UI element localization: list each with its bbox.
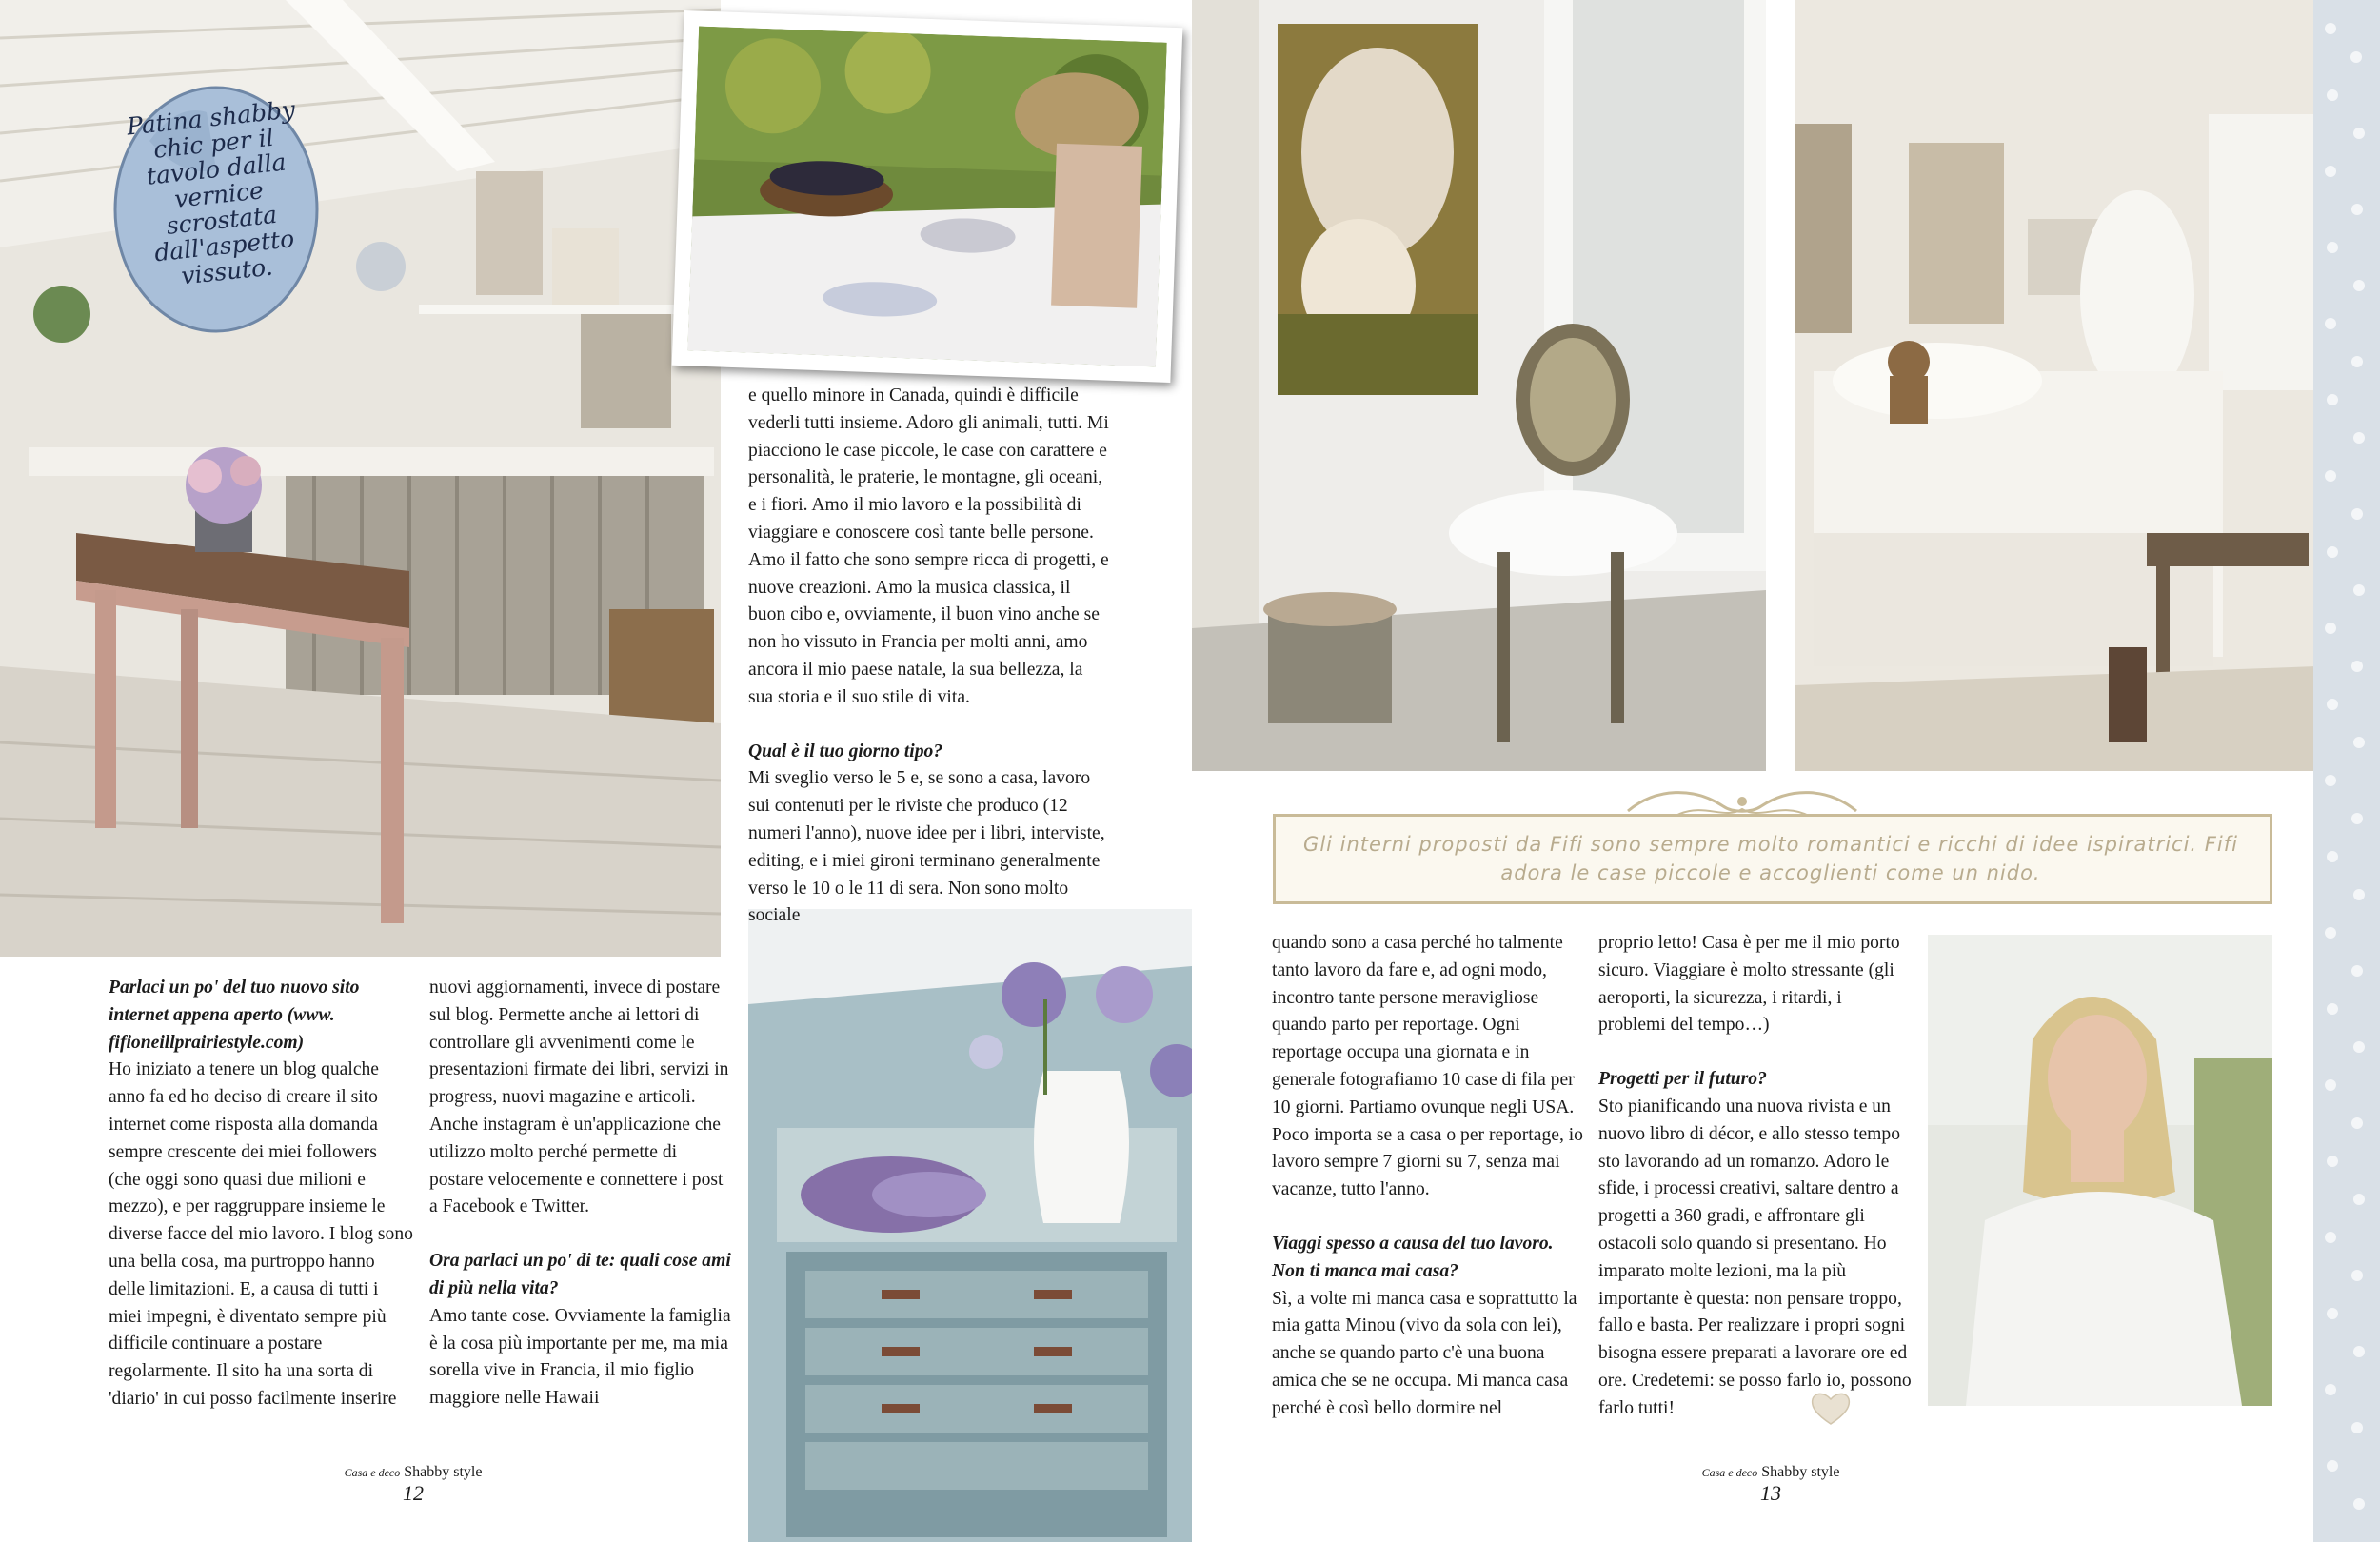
answer-travel-cont: proprio letto! Casa è per me il mio porto sicuro. Viaggiare è molto stressante (gli aeroporti, la sicurezza, i ritardi, i problemi del tempo…)	[1598, 933, 1900, 1036]
right-page-footer	[1685, 1464, 1856, 1506]
callout-text: Gli interni proposti da Fifi sono sempre molto romantici e ricchi di idee ispiratrici. Fifi adora le case piccole e accoglienti come un nido.	[1303, 833, 2238, 884]
chair-room-photo	[1192, 0, 1766, 771]
left-column-3	[748, 383, 1110, 930]
portrait-photo	[1928, 935, 2272, 1406]
left-column-2	[429, 975, 734, 1413]
left-column-1	[109, 975, 413, 1414]
answer-loves: Amo tante cose. Ovviamente la famiglia è la cosa più importante per me, ma mia sorella vive in Francia, il mio figlio maggiore nelle Hawaii	[429, 1305, 731, 1409]
answer-typical-day-cont: quando sono a casa perché ho talmente tanto lavoro da fare e, ad ogni modo, incontro tante persone meravigliose quando parto per reportage. Ogni reportage occupa una giornata e in generale fotografiamo 10 case di fila per 10 giorni. Partiamo ovunque negli USA. Poco importa se a casa o per reportage, io lavoro sempre 7 giorni su 7, senza mai vacanze, tutto l'anno.	[1272, 933, 1583, 1200]
question-future: Progetti per il futuro?	[1598, 1069, 1767, 1090]
right-column-2	[1598, 930, 1913, 1423]
polaroid-frame	[672, 10, 1183, 383]
answer-typical-day: Mi sveglio verso le 5 e, se sono a casa, lavoro sui contenuti per le riviste che produco (12 numeri l'anno), nuove idee per i libri, interviste, editing, e i miei gironi terminano generalmente verso le 10 o le 11 di sera. Non sono molto sociale	[748, 768, 1105, 926]
answer-travel: Sì, a volte mi manca casa e soprattutto la mia gatta Minou (vivo da sola con lei), anche se quando parto c'è una buona amica che se ne occupa. Mi manca casa perché è così bello dormire nel	[1272, 1288, 1577, 1418]
question-loves: Ora parlaci un po' di te: quali cose ami di più nella vita?	[429, 1251, 731, 1298]
footer-magazine-small: Casa e deco	[344, 1466, 401, 1479]
bedroom-photo	[1795, 0, 2316, 771]
footer-magazine-small: Casa e deco	[1701, 1466, 1758, 1479]
answer-future: Sto pianificando una nuova rivista e un nuovo libro di décor, e allo stesso tempo sto lavorando ad un romanzo. Adoro le sfide, i processi creativi, saltare dentro a progetti a 360 gradi, e affrontare gli ostacoli solo quando si presentano. Ho imparato molte lezioni, ma la più importante è questa: non pensare troppo, fallo e basta. Per realizzare i propri sogni bisogna essere preparati a lavorare ore ed ore. Credetemi: se posso farlo io, possono farlo tutti!	[1598, 1096, 1912, 1418]
answer-website: Ho iniziato a tenere un blog qualche anno fa ed ho deciso di creare il sito internet come risposta alla domanda sempre crescente dei miei followers (che oggi sono quasi due milioni e mezzo), e per raggruppare insieme le diverse facce del mio lavoro. I blog sono una bella cosa, ma purtroppo hanno delle limitazioni. E, a causa di tutti i miei impegni, è diventato sempre più difficile continuare a postare regolarmente. Il sito ha una sorta di 'diario' in cui posso facilmente inserire	[109, 1059, 413, 1409]
drawers-photo	[748, 909, 1192, 1542]
page-number: 12	[403, 1481, 424, 1505]
picnic-photo	[687, 27, 1167, 367]
footer-magazine-name: Shabby style	[1761, 1464, 1840, 1480]
answer-website-cont: nuovi aggiornamenti, invece di postare sul blog. Permette anche ai lettori di controllare gli avvenimenti come le presentazioni firmate dei libri, servizi in progress, nuovi magazine e articoli. Anche instagram è un'applicazione che utilizzo molto perché permette di postare velocemente e connettere i post a Facebook e Twitter.	[429, 978, 729, 1217]
bubble-caption-text: Patina shabby chic per il tavolo dalla vernice scrostata dall'aspetto vissuto.	[125, 95, 297, 290]
left-page-footer	[327, 1464, 499, 1506]
question-typical-day: Qual è il tuo giorno tipo?	[748, 741, 943, 761]
answer-loves-cont: e quello minore in Canada, quindi è difficile vederli tutti insieme. Adoro gli animali, tutti. Mi piacciono le case piccole, le case con carattere e personalità, le praterie, le montagne, gli oceani, e i fiori. Amo il mio lavoro e la possibilità di viaggiare e conoscere così tante belle persone. Amo il fatto che sono sempre ricca di progetti, e nuove creazioni. Amo la musica classica, il buon cibo e, ovviamente, il buon vino anche se non ho vissuto in Francia per molti anni, amo ancora il mio paese natale, la sua bellezza, la sua storia e il suo stile di vita.	[748, 386, 1109, 707]
page-number: 13	[1760, 1481, 1781, 1505]
question-travel: Viaggi spesso a causa del tuo lavoro. Non ti manca mai casa?	[1272, 1233, 1554, 1281]
lace-border	[2313, 0, 2380, 1542]
footer-magazine-name: Shabby style	[404, 1464, 483, 1480]
kitchen-photo	[0, 0, 721, 957]
question-website: Parlaci un po' del tuo nuovo sito internet appena aperto (www. fifioneillprairiestyle.com)	[109, 978, 360, 1053]
right-column-1	[1272, 930, 1586, 1423]
